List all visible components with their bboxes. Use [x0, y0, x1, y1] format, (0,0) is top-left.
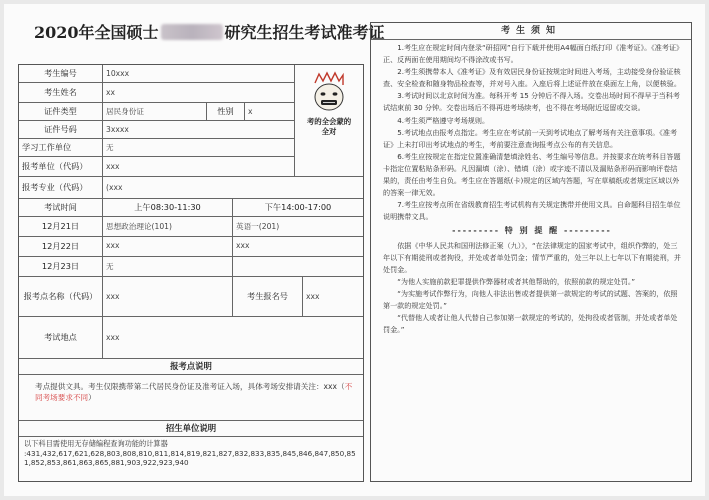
schedule-date: 12月23日	[19, 257, 103, 277]
law-item: “代替他人或者让他人代替自己参加第一款规定的考试的，处拘役或者管制，并处或者单处罚金。”	[383, 313, 678, 335]
exam-id-label: 考生编号	[19, 65, 103, 83]
ticket-form	[18, 64, 364, 482]
id-number-value: 3xxxx	[103, 121, 295, 139]
admission-ticket-page	[4, 4, 705, 496]
exam-id-value: 10xxx	[103, 65, 295, 83]
site-note-header: 报考点说明	[19, 359, 363, 375]
schedule-afternoon-subject: 英语一(201)	[233, 217, 363, 237]
schedule-morning-subject: 无	[103, 257, 233, 277]
notice-item: 5.考试地点由报考点指定。考生应在考试前一天到考试地点了解考场有关注意事项。《准考证》上未打印出考试地点的考生，考前要注意查询报考点公布的有关信息。	[383, 127, 678, 149]
exam-site-value: xxx	[103, 277, 233, 317]
work-unit-value: 无	[103, 139, 295, 157]
exam-location-value: xxx	[103, 317, 363, 359]
notice-header: 考生须知	[371, 23, 691, 40]
notice-body	[371, 40, 691, 336]
site-note-body: 考点提供文具。考生仅限携带第二代居民身份证及准考证入场，具体考场安排请关注：xxx（	[35, 382, 345, 391]
unit-note-text	[19, 437, 363, 481]
notice-item: 1.考生应在规定时间内登录“研招网”自行下载并使用A4幅面白纸打印《准考证》。《准考证》正、反两面在使用期间均不得涂改或书写。	[383, 43, 680, 65]
registration-no-label: 考生报名号	[233, 277, 303, 317]
candidate-photo	[295, 65, 363, 177]
notice-item: 2.考生须携带本人《准考证》及有效居民身份证按规定时间进入考场，主动接受身份验证核查、安全检查和随身物品检查等，并对号入座。入座后将上述证件放在桌面左上角，以便核验。	[383, 67, 681, 89]
notice-item: 7.考生应按考点所在省级教育招生考试机构有关规定携带并使用文具。自命题科目招生单位说明携带文具。	[383, 200, 681, 222]
schedule-afternoon-subject	[233, 257, 363, 277]
special-reminder-divider: --------- 特 别 提 醒 ---------	[452, 226, 612, 236]
site-note-end: ）	[88, 393, 96, 402]
apply-major-value: (xxx	[103, 177, 363, 199]
candidate-notice	[370, 22, 692, 482]
exam-site-label: 报考点名称（代码）	[19, 277, 103, 317]
name-value: xx	[103, 83, 295, 103]
meme-face-icon	[311, 71, 347, 113]
notice-item: 6.考生应按规定在指定位置准确清楚填涂姓名、考生编号等信息。并按要求在统考科目答题卡指定位置粘贴条形码。凡因漏填（涂）、错填（涂）或字迹不清以及漏贴条形码而影响评卷结果的，责任由考生自负。考生应在答题纸(卡)规定的区域内答题，写在草稿纸或者规定区域以外的答案一律无效。	[383, 151, 681, 198]
schedule-afternoon-subject: xxx	[233, 237, 363, 257]
site-note-text	[19, 375, 363, 421]
notice-item: 3.考试时间以北京时间为准。每科开考 15 分钟后不得入场。交卷出场时间不得早于当科考试结束前 30 分钟。交卷出场后不得再进考场续考，也不得在考场附近逗留或交谈。	[383, 91, 680, 113]
apply-unit-label: 报考单位（代码）	[19, 157, 103, 177]
schedule-morning-subject: xxx	[103, 237, 233, 257]
morning-header: 上午08:30-11:30	[103, 199, 233, 217]
notice-item: 4.考生须严格遵守考场规则。	[397, 115, 490, 125]
title-prefix: 2020年全国硕士	[34, 23, 159, 42]
exam-time-label: 考试时间	[19, 199, 103, 217]
id-type-value: 居民身份证	[103, 103, 207, 121]
unit-note-line1: 以下科目需使用无存储编程查询功能的计算器	[24, 439, 168, 448]
schedule-date: 12月22日	[19, 237, 103, 257]
blurred-redaction	[161, 24, 223, 40]
gender-value: x	[245, 103, 295, 121]
id-type-label: 证件类型	[19, 103, 103, 121]
page-title	[34, 20, 385, 44]
schedule-date: 12月21日	[19, 217, 103, 237]
afternoon-header: 下午14:00-17:00	[233, 199, 363, 217]
apply-unit-value: xxx	[103, 157, 295, 177]
registration-no-value: xxx	[303, 277, 363, 317]
unit-note-line2: :431,432,617,621,628,803,808,810,811,814,819,821,827,832,833,835,845,846,847,850,851,852,853,861,863,865,881,903,922,923,940	[24, 448, 356, 468]
apply-major-label: 报考专业（代码）	[19, 177, 103, 199]
exam-location-label: 考试地点	[19, 317, 103, 359]
title-suffix: 研究生招生考试准考证	[224, 23, 385, 42]
work-unit-label: 学习工作单位	[19, 139, 103, 157]
gender-label: 性别	[207, 103, 245, 121]
law-item: “为他人实施前款犯罪提供作弊器材或者其他帮助的，依照前款的规定处罚。”	[397, 276, 636, 286]
law-item: “为实施考试作弊行为，向他人非法出售或者提供第一款规定的考试的试题、答案的，依照第一款的规定处罚。”	[383, 288, 678, 310]
law-item: 依据《中华人民共和国刑法修正案（九）》，“在法律规定的国家考试中，组织作弊的，处三年以下有期徒刑或者拘役，并处或者单处罚金；情节严重的，处三年以上七年以下有期徒刑，并处罚金。	[383, 240, 681, 274]
unit-note-header: 招生单位说明	[19, 421, 363, 437]
photo-caption: 考的全会蒙的全对	[306, 117, 352, 136]
id-number-label: 证件号码	[19, 121, 103, 139]
site-note-warning: 不同考场要求不同	[35, 382, 353, 402]
name-label: 考生姓名	[19, 83, 103, 103]
schedule-morning-subject: 思想政治理论(101)	[103, 217, 233, 237]
